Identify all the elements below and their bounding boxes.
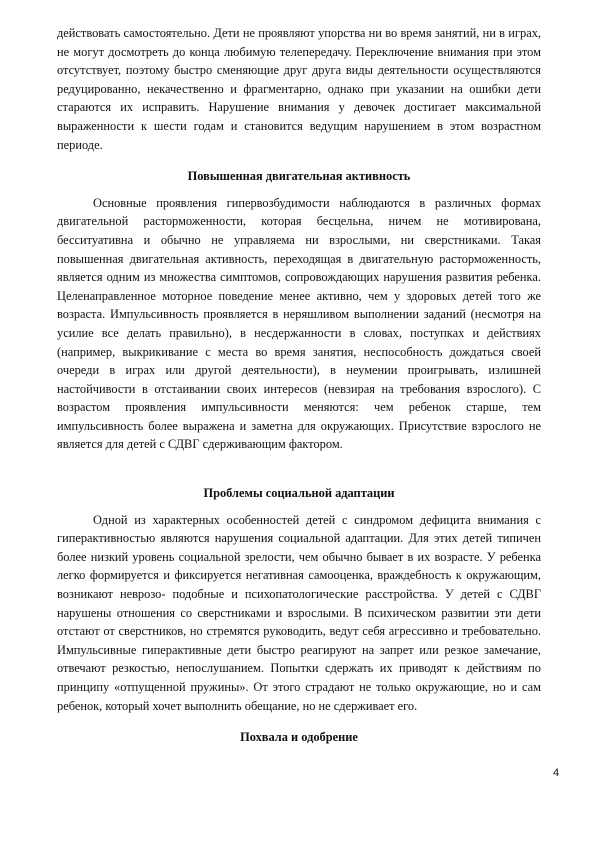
section-body-social-adaptation: Одной из характерных особенностей детей с синдромом дефицита внимания с гиперактивностью являются нарушения социальной адаптации. Для этих детей типичен более низкий уровень социальной зрелости, чем обычно бывает в их возрасте. У ребенка легко формируется и фиксируется негативная самооценка, враждебность к окружающим, возникают неврозо- подобные и психопатологические расстройства. У детей с СДВГ нарушены отношения со сверстниками и взрослыми. В психическом развитии эти дети отстают от сверстников, но стремятся руководить, ведут себя агрессивно и требовательно. Импульсивные гиперактивные дети быстро реагируют на запрет или резкое замечание, отвечают резкостью, непослушанием. Попытки сдержать их приводят к действиям по принципу «отпущенной пружины». От этого страдают не только окружающие, но и сам ребенок, который хочет выполнить обещание, но не сдерживает его. [57, 512, 541, 713]
section-heading-motor-activity: Повышенная двигательная активность [187, 169, 411, 184]
intro-paragraph: действовать самостоятельно. Дети не проявляют упорства ни во время занятий, ни в играх, не могут досмотреть до конца любимую телепередачу. Переключение внимания при этом отсутствует, поэтому быстро сменяющие друг друга виды деятельности осуществляются редуцированно, некачественно и фрагментарно, однако при указании на ошибки дети стараются их исправить. Нарушение внимания у девочек достигает максимальной выраженности к шести годам и становится ведущим нарушением в этом возрастном периоде. [57, 26, 541, 152]
section-heading-social-adaptation: Проблемы социальной адаптации [203, 486, 395, 501]
page-content [57, 24, 541, 747]
section-body-motor-activity: Основные проявления гипервозбудимости наблюдаются в различных формах двигательной расторможенности, которая бесцельна, ничем не мотивирована, бесситуативна и обычно не управляема ни взрослыми, ни сверстниками. Такая повышенная двигательная активность, переходящая в двигательную расторможенность, является одним из множества симптомов, сопровождающих нарушения развития ребенка. Целенаправленное моторное поведение менее активно, чем у здоровых детей того же возраста. Импульсивность проявляется в неряшливом выполнении заданий (несмотря на усилие все делать правильно), в несдержанности в словах, поступках и действиях (например, выкрикивание с места во время занятия, неспособность дождаться своей очереди в играх или другой деятельности), в неумении проигрывать, излишней настойчивости в отстаивании своих интересов (невзирая на требования взрослого). С возрастом проявления импульсивности меняются: чем ребенок старше, тем импульсивность более выражена и заметна для окружающих. Присутствие взрослого не является для детей с СДВГ сдерживающим фактором. [57, 195, 541, 452]
page-number: 4 [553, 767, 560, 779]
section-heading-praise: Похвала и одобрение [240, 730, 358, 745]
